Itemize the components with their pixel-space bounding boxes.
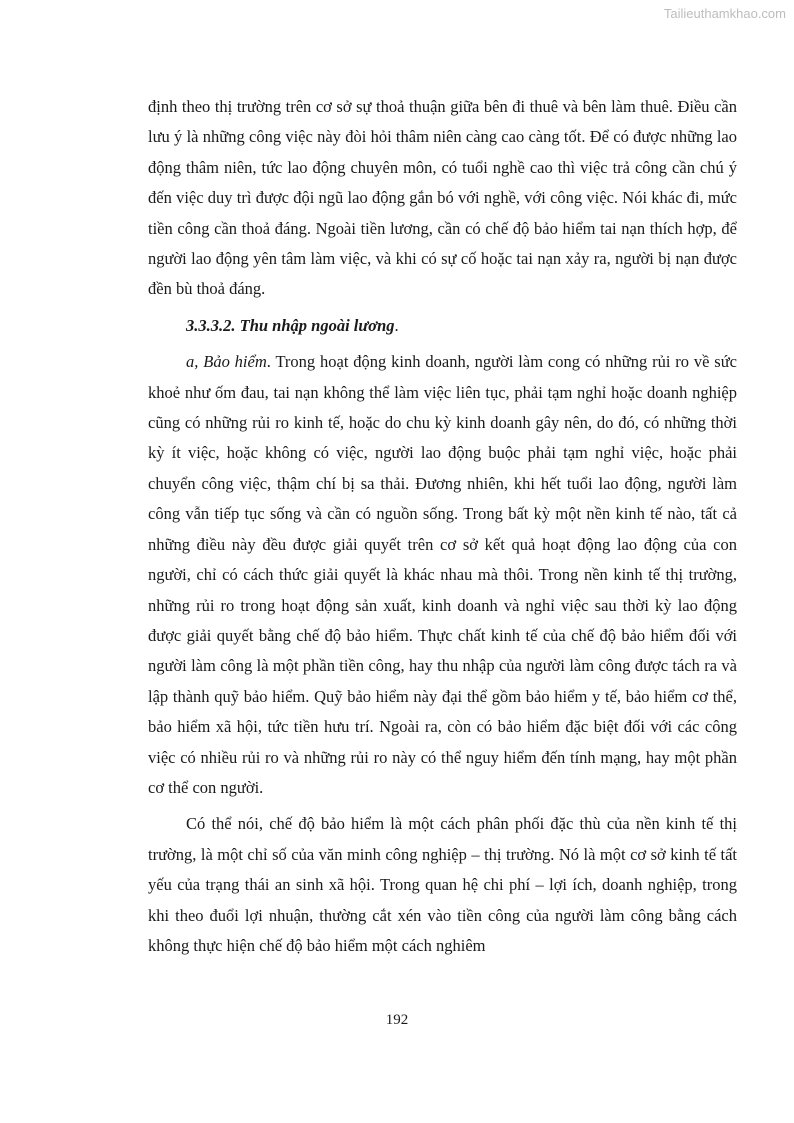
section-heading: [148, 311, 737, 341]
paragraph-conclusion: Có thể nói, chế độ bảo hiểm là một cách phân phối đặc thù của nền kinh tế thị trường, là một chỉ số của văn minh công nghiệp – thị trường. Nó là một cơ sở kinh tế tất yếu của trạng thái an sinh xã hội. Trong quan hệ chi phí – lợi ích, doanh nghiệp, trong khi theo đuổi lợi nhuận, thường cắt xén vào tiền công của người làm công bằng cách không thực hiện chế độ bảo hiểm một cách nghiêm: [148, 814, 737, 955]
paragraph-insurance-body: . Trong hoạt động kinh doanh, người làm cong có những rủi ro về sức khoẻ như ốm đau, tai nạn không thể làm việc liên tục, phải tạm nghỉ hoặc doanh nghiệp cũng có những rủi ro kinh tế, hoặc do chu kỳ kinh doanh gây nên, do đó, có những thời kỳ ít việc, hoặc không có việc, người lao động buộc phải tạm nghỉ việc, hoặc phải chuyển công việc, thậm chí bị sa thải. Đương nhiên, khi hết tuổi lao động, người làm công vẫn tiếp tục sống và cần có nguồn sống. Trong bất kỳ một nền kinh tế nào, tất cả những điều này đều được giải quyết trên cơ sở kết quả hoạt động lao động của con người, chỉ có cách thức giải quyết là khác nhau mà thôi. Trong nền kinh tế thị trường, những rủi ro trong hoạt động sản xuất, kinh doanh và nghỉ việc sau thời kỳ lao động được giải quyết bằng chế độ bảo hiểm. Thực chất kinh tế của chế độ bảo hiểm đối với người làm công là một phần tiền công, hay thu nhập của người làm công được tách ra và lập thành quỹ bảo hiểm. Quỹ bảo hiểm này đại thể gồm bảo hiểm y tế, bảo hiểm cơ thể, bảo hiểm xã hội, tức tiền hưu trí. Ngoài ra, còn có bảo hiểm đặc biệt đối với các công việc có nhiều rủi ro và những rủi ro này có thể nguy hiểm đến tính mạng, hay một phần cơ thể con người.: [148, 352, 737, 797]
paragraph-continuation: định theo thị trường trên cơ sở sự thoả thuận giữa bên đi thuê và bên làm thuê. Điều cần lưu ý là những công việc này đòi hỏi thâm niên càng cao càng tốt. Để có được những lao động thâm niên, tức lao động chuyên môn, có tuổi nghề cao thì việc trả công cần chú ý đến việc duy trì được đội ngũ lao động gắn bó với nghề, với công việc. Nói khác đi, mức tiền công cần thoả đáng. Ngoài tiền lương, cần có chế độ bảo hiểm tai nạn thích hợp, để người lao động yên tâm làm việc, và khi có sự cố hoặc tai nạn xảy ra, người bị nạn được đền bù thoả đáng.: [148, 97, 737, 299]
section-heading-dot: .: [394, 315, 399, 335]
section-heading-text: 3.3.3.2. Thu nhập ngoài lương: [186, 315, 395, 335]
paragraph-insurance: [148, 347, 737, 803]
watermark-text: Tailieuthamkhao.com: [663, 6, 786, 21]
page-number: 192: [385, 1012, 409, 1028]
document-body: [148, 92, 737, 961]
paragraph-insurance-lead: a, Bảo hiểm: [186, 352, 267, 372]
